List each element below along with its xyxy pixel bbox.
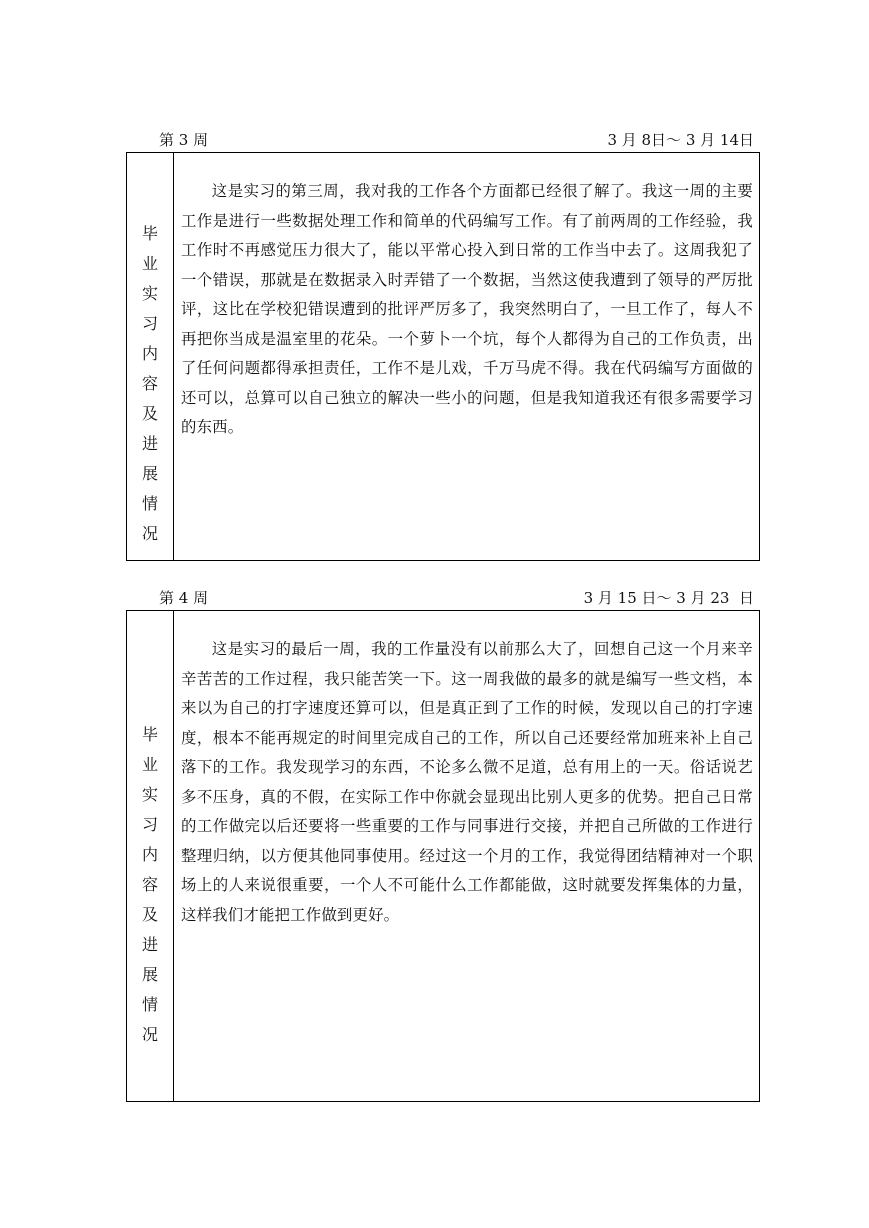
week-4-title: 第 4 周: [159, 589, 209, 607]
week-3-content: 这是实习的第三周，我对我的工作各个方面都已经很了解了。我这一周的主要工作是进行一些数据处理工作和简单的代码编写工作。有了前两周的工作经验，我工作时不再感觉压力很大了，能以平常心投入到日常的工作当中去了。这周我犯了一个错误，那就是在数据录入时弄错了一个数据，当然这使我遭到了领导的严厉批评，这比在学校犯错误遭到的批评严厉多了，我突然明白了，一旦工作了，每人不再把你当成是温室里的花朵。一个萝卜一个坑，每个人都得为自己的工作负责，出了任何问题都得承担责任，工作不是儿戏，千万马虎不得。我在代码编写方面做的还可以，总算可以自己独立的解决一些小的问题，但是我知道我还有很多需要学习的东西。: [181, 182, 753, 436]
week-4-label: 毕 业 实 习 内 容 及 进 展 情 况: [141, 725, 158, 1044]
week-3-content-cell: [173, 153, 759, 560]
week-4-header: [126, 586, 760, 610]
week-4-table: [126, 610, 760, 1102]
week-4-section: [126, 586, 760, 1102]
week-3-header: [126, 128, 760, 152]
week-4-content-cell: [173, 611, 759, 1101]
week-3-label: 毕 业 实 习 内 容 及 进 展 情 况: [141, 224, 158, 543]
week-3-title: 第 3 周: [159, 131, 209, 149]
week-3-label-cell: [127, 153, 174, 560]
week-4-date-range: 3 月 15 日～ 3 月 23 日: [583, 589, 754, 607]
week-3-section: [126, 128, 760, 561]
week-3-date-range: 3 月 8日～ 3 月 14日: [607, 131, 754, 149]
week-4-label-cell: [127, 611, 174, 1101]
week-3-table: [126, 152, 760, 561]
week-4-content: 这是实习的最后一周，我的工作量没有以前那么大了，回想自己这一个月来辛辛苦苦的工作过程，我只能苦笑一下。这一周我做的最多的就是编写一些文档，本来以为自己的打字速度还算可以，但是真正到了工作的时候，发现以自己的打字速度，根本不能再规定的时间里完成自己的工作，所以自己还要经常加班来补上自己落下的工作。我发现学习的东西，不论多么微不足道，总有用上的一天。俗话说艺多不压身，真的不假，在实际工作中你就会显现出比别人更多的优势。把自己日常的工作做完以后还要将一些重要的工作与同事进行交接，并把自己所做的工作进行整理归纳，以方便其他同事使用。经过这一个月的工作，我觉得团结精神对一个职场上的人来说很重要，一个人不可能什么工作都能做，这时就要发挥集体的力量，这样我们才能把工作做到更好。: [181, 640, 753, 924]
